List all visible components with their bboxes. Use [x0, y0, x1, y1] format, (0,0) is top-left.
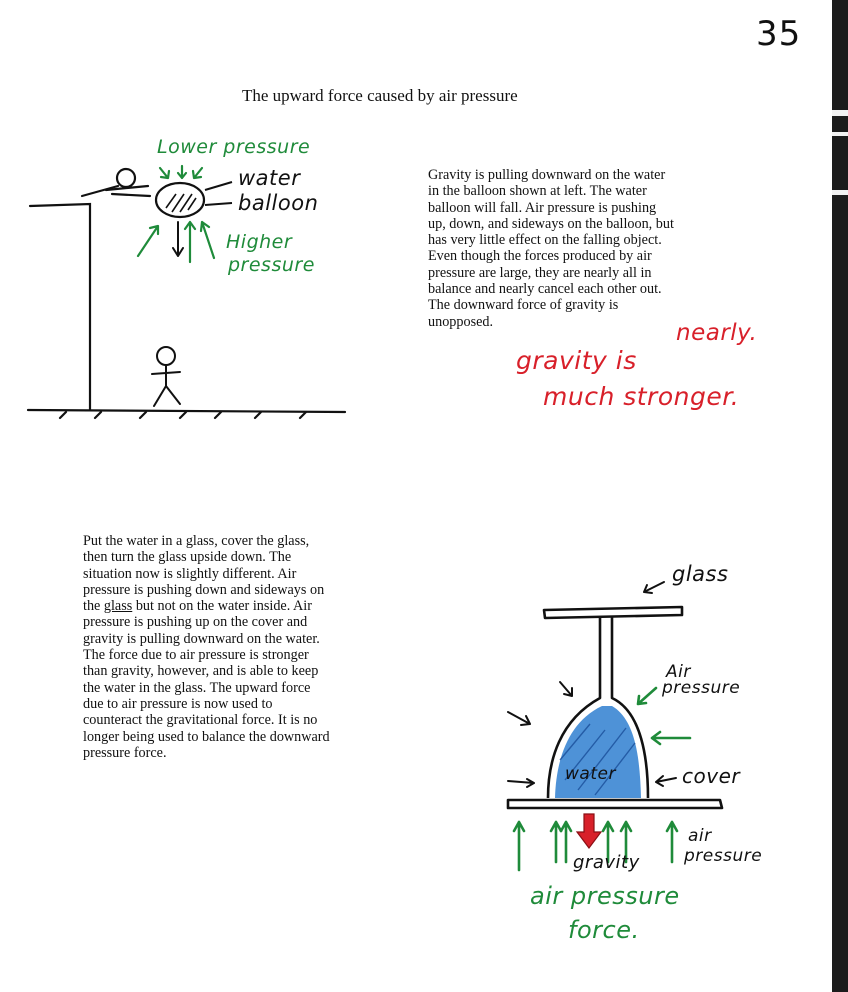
paragraph-balloon [428, 167, 758, 330]
paragraph-line: longer being used to balance the downward [83, 728, 330, 745]
label-gravity: gravity [573, 852, 640, 873]
paragraph-line: has very little effect on the falling object. [428, 232, 662, 249]
paragraph-line: pressure is pushing down and sideways on [83, 581, 325, 598]
stick-figure [152, 347, 180, 406]
annotation-nearly: nearly. [676, 320, 758, 346]
label-force: force. [568, 916, 640, 944]
underlined-word-glass: glass [103, 598, 133, 615]
label-air-pressure-force: air pressure [530, 882, 680, 910]
paragraph-line: the glass but not on the water inside. Air [83, 598, 312, 615]
cliff-drawing [28, 204, 345, 418]
label-higher: Higher [226, 231, 293, 253]
label-lower-pressure: Lower pressure [157, 136, 311, 158]
paragraph-line: up, down, and sideways on the balloon, but [428, 215, 674, 232]
paragraph-line: Put the water in a glass, cover the glass, [83, 533, 310, 549]
gravity-arrow-red [577, 814, 601, 848]
pressure-arrows-top [138, 166, 214, 262]
paragraph-line: The downward force of gravity is [428, 297, 619, 314]
balloon-drawing [156, 182, 232, 217]
paragraph-line: pressure force. [83, 744, 167, 761]
annotation-gravity-is: gravity is [516, 346, 637, 375]
paragraph-line: situation now is slightly different. Air [83, 565, 297, 582]
paragraph-line: Even though the forces produced by air [428, 248, 652, 265]
paragraph-line: The force due to air pressure is stronger [83, 647, 309, 664]
gravity-arrow-top [173, 222, 183, 256]
label-air-bottom: air [688, 826, 712, 846]
page-number: 35 [756, 14, 802, 54]
paragraph-line: pressure is pushing up on the cover and [83, 614, 308, 631]
paragraph-line: due to air pressure is now used to [83, 695, 273, 712]
label-air: Air [666, 662, 691, 682]
paragraph-line: gravity is pulling downward on the water. [83, 630, 320, 647]
paragraph-line: in the balloon shown at left. The water [428, 183, 647, 200]
paragraph-line: balance and nearly cancel each other out. [428, 281, 662, 298]
paragraph-line: counteract the gravitational force. It is no [83, 712, 318, 729]
label-pressure: pressure [228, 254, 315, 276]
label-balloon: balloon [238, 191, 319, 215]
annotation-much-stronger: much stronger. [543, 382, 740, 411]
label-glass: glass [672, 562, 729, 586]
scan-border [832, 0, 848, 992]
label-cover: cover [682, 764, 741, 788]
paragraph-line: the water in the glass. The upward force [83, 679, 311, 696]
paragraph-line: then turn the glass upside down. The [83, 549, 292, 566]
label-water: water [238, 166, 301, 190]
thrower-figure [82, 169, 150, 196]
paragraph-line: unopposed. [428, 313, 494, 330]
paragraph-line: pressure are large, they are nearly all in [428, 264, 652, 281]
paragraph-line: than gravity, however, and is able to keep [83, 663, 319, 680]
page-title: The upward force caused by air pressure [242, 86, 518, 105]
label-pressure-bottom: pressure [684, 846, 763, 866]
paragraph-line: Gravity is pulling downward on the water [428, 167, 666, 183]
label-water-glass: water [565, 764, 616, 784]
paragraph-line: balloon will fall. Air pressure is pushing [428, 199, 657, 216]
label-pressure-air: pressure [662, 678, 741, 698]
paragraph-glass [83, 533, 403, 761]
